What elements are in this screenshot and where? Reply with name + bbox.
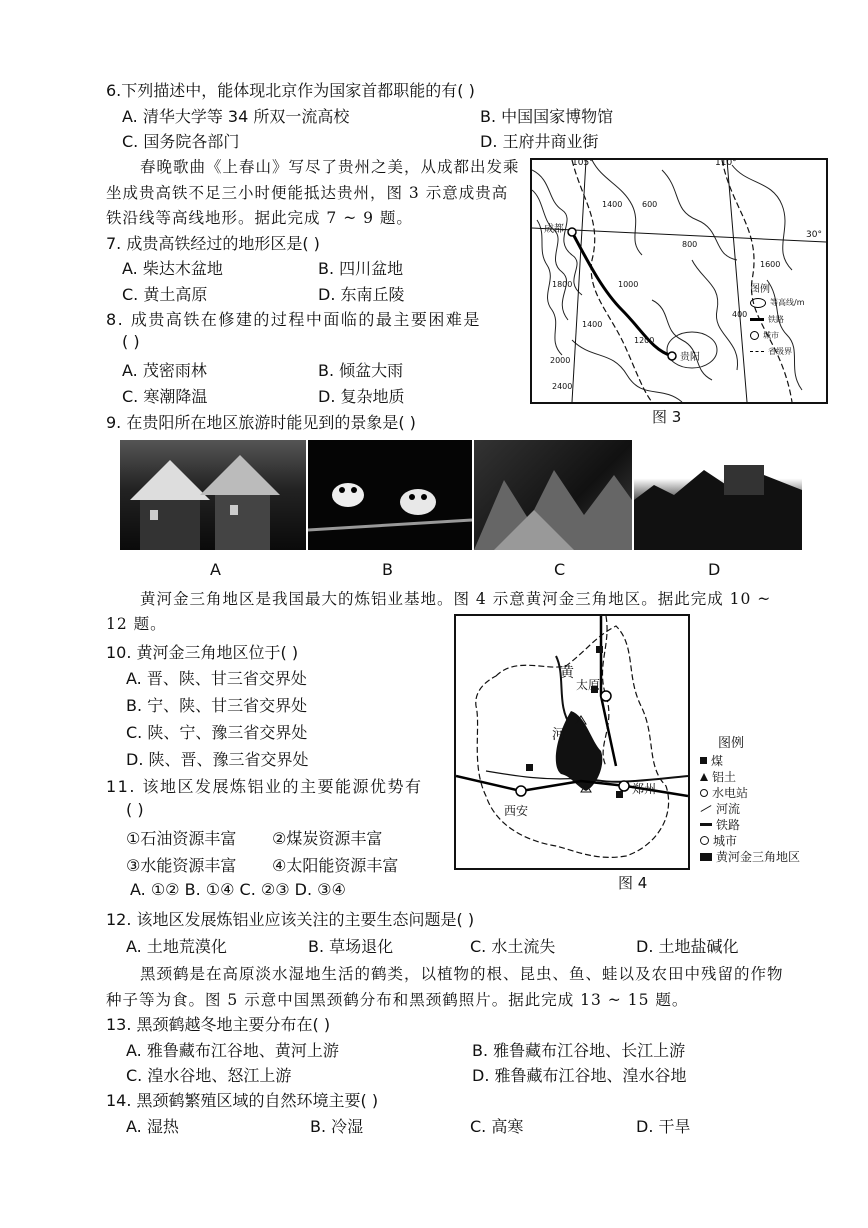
q8-stem: 8. 成贵高铁在修建的过程中面临的最主要困难是 — [106, 310, 481, 329]
q14-option-c: C. 高寒 — [470, 1117, 524, 1136]
photo-label-d: D — [708, 560, 721, 579]
q13-option-d: D. 雅鲁藏布江谷地、湟水谷地 — [472, 1066, 687, 1085]
q14-option-b: B. 冷湿 — [310, 1117, 364, 1136]
q12-option-a: A. 土地荒漠化 — [126, 937, 227, 956]
railway-legend-icon — [700, 823, 712, 826]
fig3-legend-title: 图例 — [750, 284, 770, 295]
photo-d-landscape — [634, 440, 802, 550]
hydro-legend-icon — [700, 789, 708, 797]
panda-shape — [400, 489, 436, 515]
q6-option-b: B. 中国国家博物馆 — [480, 107, 614, 126]
photo-a-graphic — [120, 440, 306, 550]
panda-shape — [332, 483, 364, 507]
q11-item-2: ②煤炭资源丰富 — [272, 829, 383, 848]
area-legend-icon — [700, 853, 712, 861]
coal-legend-icon — [700, 757, 707, 764]
q12-option-b: B. 草场退化 — [308, 937, 394, 956]
roof-shape — [200, 455, 280, 495]
legend-label: 城市 — [713, 834, 738, 848]
q14-stem: 14. 黑颈鹤繁殖区域的自然环境主要( ) — [106, 1091, 379, 1110]
q13-stem: 13. 黑颈鹤越冬地主要分布在( ) — [106, 1015, 331, 1034]
contour-line — [662, 170, 737, 260]
fig4-legend-railway — [700, 816, 740, 833]
fig3-legend-contour — [750, 297, 805, 308]
q11-item-4: ④太阳能资源丰富 — [272, 856, 399, 875]
contour-line — [532, 190, 568, 320]
q10-option-c: C. 陕、宁、豫三省交界处 — [126, 723, 308, 742]
railway-line — [521, 781, 688, 796]
fig4-legend-hydro — [700, 784, 748, 801]
contour-value: 1200 — [634, 336, 655, 345]
city-legend-icon — [700, 836, 709, 845]
label-he: 河 — [552, 727, 566, 743]
city-label-xian: 西安 — [504, 804, 529, 818]
photo-label-c: C — [554, 560, 566, 579]
q7-option-c: C. 黄土高原 — [122, 285, 208, 304]
legend-label: 城市 — [763, 331, 779, 340]
photo-label-b: B — [382, 560, 393, 579]
city-label-taiyuan: 太原 — [576, 678, 601, 692]
q12-option-d: D. 土地盐碱化 — [636, 937, 739, 956]
city-label-guiyang: 贵阳 — [680, 352, 700, 363]
railway-legend-icon — [750, 318, 764, 321]
railway-line — [572, 232, 672, 356]
intro3-line2: 种子等为食。图 5 示意中国黑颈鹤分布和黑颈鹤照片。据此完成 13 ~ 15 题。 — [106, 991, 689, 1009]
q11-choices: A. ①② B. ①④ C. ②③ D. ③④ — [130, 880, 346, 899]
coal-marker — [526, 764, 533, 771]
fig4-legend-title: 图例 — [718, 736, 745, 751]
q12-option-c: C. 水土流失 — [470, 937, 556, 956]
fig4-legend-golden-triangle — [700, 848, 800, 865]
window-shape — [230, 505, 238, 515]
contour-value: 1600 — [760, 260, 781, 269]
border-legend-icon — [750, 351, 764, 352]
fig4-legend-coal — [700, 752, 723, 769]
bauxite-legend-icon — [700, 773, 708, 781]
contour-value: 2400 — [552, 382, 573, 391]
fig4-legend-river — [700, 800, 740, 817]
city-label-zhengzhou: 郑州 — [632, 782, 657, 796]
intro2-line2: 12 题。 — [106, 615, 167, 633]
q13-option-a: A. 雅鲁藏布江谷地、黄河上游 — [126, 1041, 339, 1060]
q8-option-b: B. 倾盆大雨 — [318, 361, 404, 380]
contour-legend-icon — [750, 298, 766, 308]
figure-4-caption: 图 4 — [618, 874, 648, 892]
legend-label: 铝土 — [712, 770, 737, 784]
photo-label-a: A — [210, 560, 221, 579]
city-label-chengdu: 成都 — [544, 224, 564, 235]
fig4-legend-bauxite — [700, 768, 736, 785]
intro3-line1: 黑颈鹤是在高原淡水湿地生活的鹤类，以植物的根、昆虫、鱼、蛙以及农田中残留的作物 — [140, 965, 784, 983]
q8-option-a: A. 茂密雨林 — [122, 361, 207, 380]
photo-a-village — [120, 440, 306, 550]
q6-option-d: D. 王府井商业街 — [480, 132, 599, 151]
q14-option-d: D. 干旱 — [636, 1117, 691, 1136]
figure-4-map — [454, 614, 690, 870]
q11-paren: ( ) — [126, 800, 144, 819]
fig3-legend-railway — [750, 314, 784, 325]
yellow-river-triangle-map — [456, 616, 688, 868]
contour-value: 800 — [682, 240, 698, 249]
contour-map-graphic — [532, 160, 826, 402]
contour-value: 600 — [642, 200, 658, 209]
q11-stem: 11. 该地区发展炼铝业的主要能源优势有 — [106, 777, 423, 796]
q9-stem: 9. 在贵阳所在地区旅游时能见到的景象是( ) — [106, 413, 416, 432]
legend-label: 黄河金三角地区 — [716, 850, 801, 864]
q11-item-1: ①石油资源丰富 — [126, 829, 237, 848]
q7-option-d: D. 东南丘陵 — [318, 285, 405, 304]
coal-marker — [596, 646, 603, 653]
lon-label-110: 110° — [715, 158, 737, 168]
branch-shape — [308, 520, 472, 530]
roof-shape — [130, 460, 210, 500]
contour-value: 1400 — [582, 320, 603, 329]
q11-item-3: ③水能资源丰富 — [126, 856, 237, 875]
legend-label: 河流 — [716, 802, 741, 816]
coal-marker — [616, 791, 623, 798]
lon-label-105: 105° — [572, 158, 594, 168]
q8-paren: ( ) — [122, 332, 140, 351]
q8-option-c: C. 寒潮降温 — [122, 387, 208, 406]
legend-label: 水电站 — [712, 786, 749, 800]
lat-label-30: 30° — [806, 230, 822, 240]
contour-value: 1800 — [552, 280, 573, 289]
contour-value: 1000 — [618, 280, 639, 289]
photo-b-pandas — [308, 440, 472, 550]
contour-value: 2000 — [550, 356, 571, 365]
photo-d-graphic — [634, 440, 802, 550]
legend-label: 铁路 — [768, 315, 784, 324]
figure-3-contour-map — [530, 158, 828, 404]
intro2-line1: 黄河金三角地区是我国最大的炼铝业基地。图 4 示意黄河金三角地区。据此完成 10 ~ — [140, 590, 772, 608]
q6-stem: 6.下列描述中，能体现北京作为国家首都职能的有( ) — [106, 81, 475, 100]
photo-b-graphic — [308, 440, 472, 550]
railway-line — [456, 776, 521, 791]
fig3-legend-city — [750, 330, 779, 341]
label-huang: 黄 — [560, 665, 574, 681]
q10-option-d: D. 陕、晋、豫三省交界处 — [126, 750, 309, 769]
q8-option-d: D. 复杂地质 — [318, 387, 405, 406]
building-shape — [140, 500, 200, 550]
contour-line — [652, 300, 712, 380]
contour-value: 400 — [732, 310, 748, 319]
city-marker-xian — [516, 786, 526, 796]
building-shape — [215, 495, 270, 550]
q10-stem: 10. 黄河金三角地区位于( ) — [106, 643, 299, 662]
intro1-line2: 坐成贵高铁不足三小时便能抵达贵州，图 3 示意成贵高 — [106, 184, 509, 202]
city-marker-chengdu — [568, 228, 576, 236]
legend-label: 省级界 — [768, 347, 792, 356]
q6-option-a: A. 清华大学等 34 所双一流高校 — [122, 107, 350, 126]
photo-c-karst — [474, 440, 632, 550]
contour-value: 1400 — [602, 200, 623, 209]
q10-option-a: A. 晋、陕、甘三省交界处 — [126, 669, 307, 688]
q6-option-c: C. 国务院各部门 — [122, 132, 240, 151]
window-shape — [150, 510, 158, 520]
q7-stem: 7. 成贵高铁经过的地形区是( ) — [106, 234, 320, 253]
legend-label: 等高线/m — [770, 298, 805, 307]
photo-c-graphic — [474, 440, 632, 550]
q10-option-b: B. 宁、陕、甘三省交界处 — [126, 696, 308, 715]
city-marker-guiyang — [668, 352, 676, 360]
city-marker-taiyuan — [601, 691, 611, 701]
q13-option-b: B. 雅鲁藏布江谷地、长江上游 — [472, 1041, 686, 1060]
contour-line — [732, 165, 792, 270]
river-legend-icon — [701, 805, 712, 812]
q12-stem: 12. 该地区发展炼铝业应该关注的主要生态问题是( ) — [106, 910, 475, 929]
fig4-legend-city — [700, 832, 737, 849]
q14-option-a: A. 湿热 — [126, 1117, 179, 1136]
figure-3-caption: 图 3 — [652, 408, 682, 426]
q7-option-a: A. 柴达木盆地 — [122, 259, 223, 278]
hill-shape — [634, 470, 802, 550]
q13-option-c: C. 湟水谷地、怒江上游 — [126, 1066, 292, 1085]
city-legend-icon — [750, 331, 759, 340]
q7-option-b: B. 四川盆地 — [318, 259, 404, 278]
structure-shape — [724, 465, 764, 495]
intro1-line1: 春晚歌曲《上春山》写尽了贵州之美，从成都出发乘 — [140, 158, 520, 176]
legend-label: 铁路 — [716, 818, 741, 832]
intro1-line3: 铁沿线等高线地形。据此完成 7 ~ 9 题。 — [106, 209, 413, 227]
legend-label: 煤 — [711, 754, 724, 768]
fig3-legend-border — [750, 346, 792, 357]
city-marker-zhengzhou — [619, 781, 629, 791]
